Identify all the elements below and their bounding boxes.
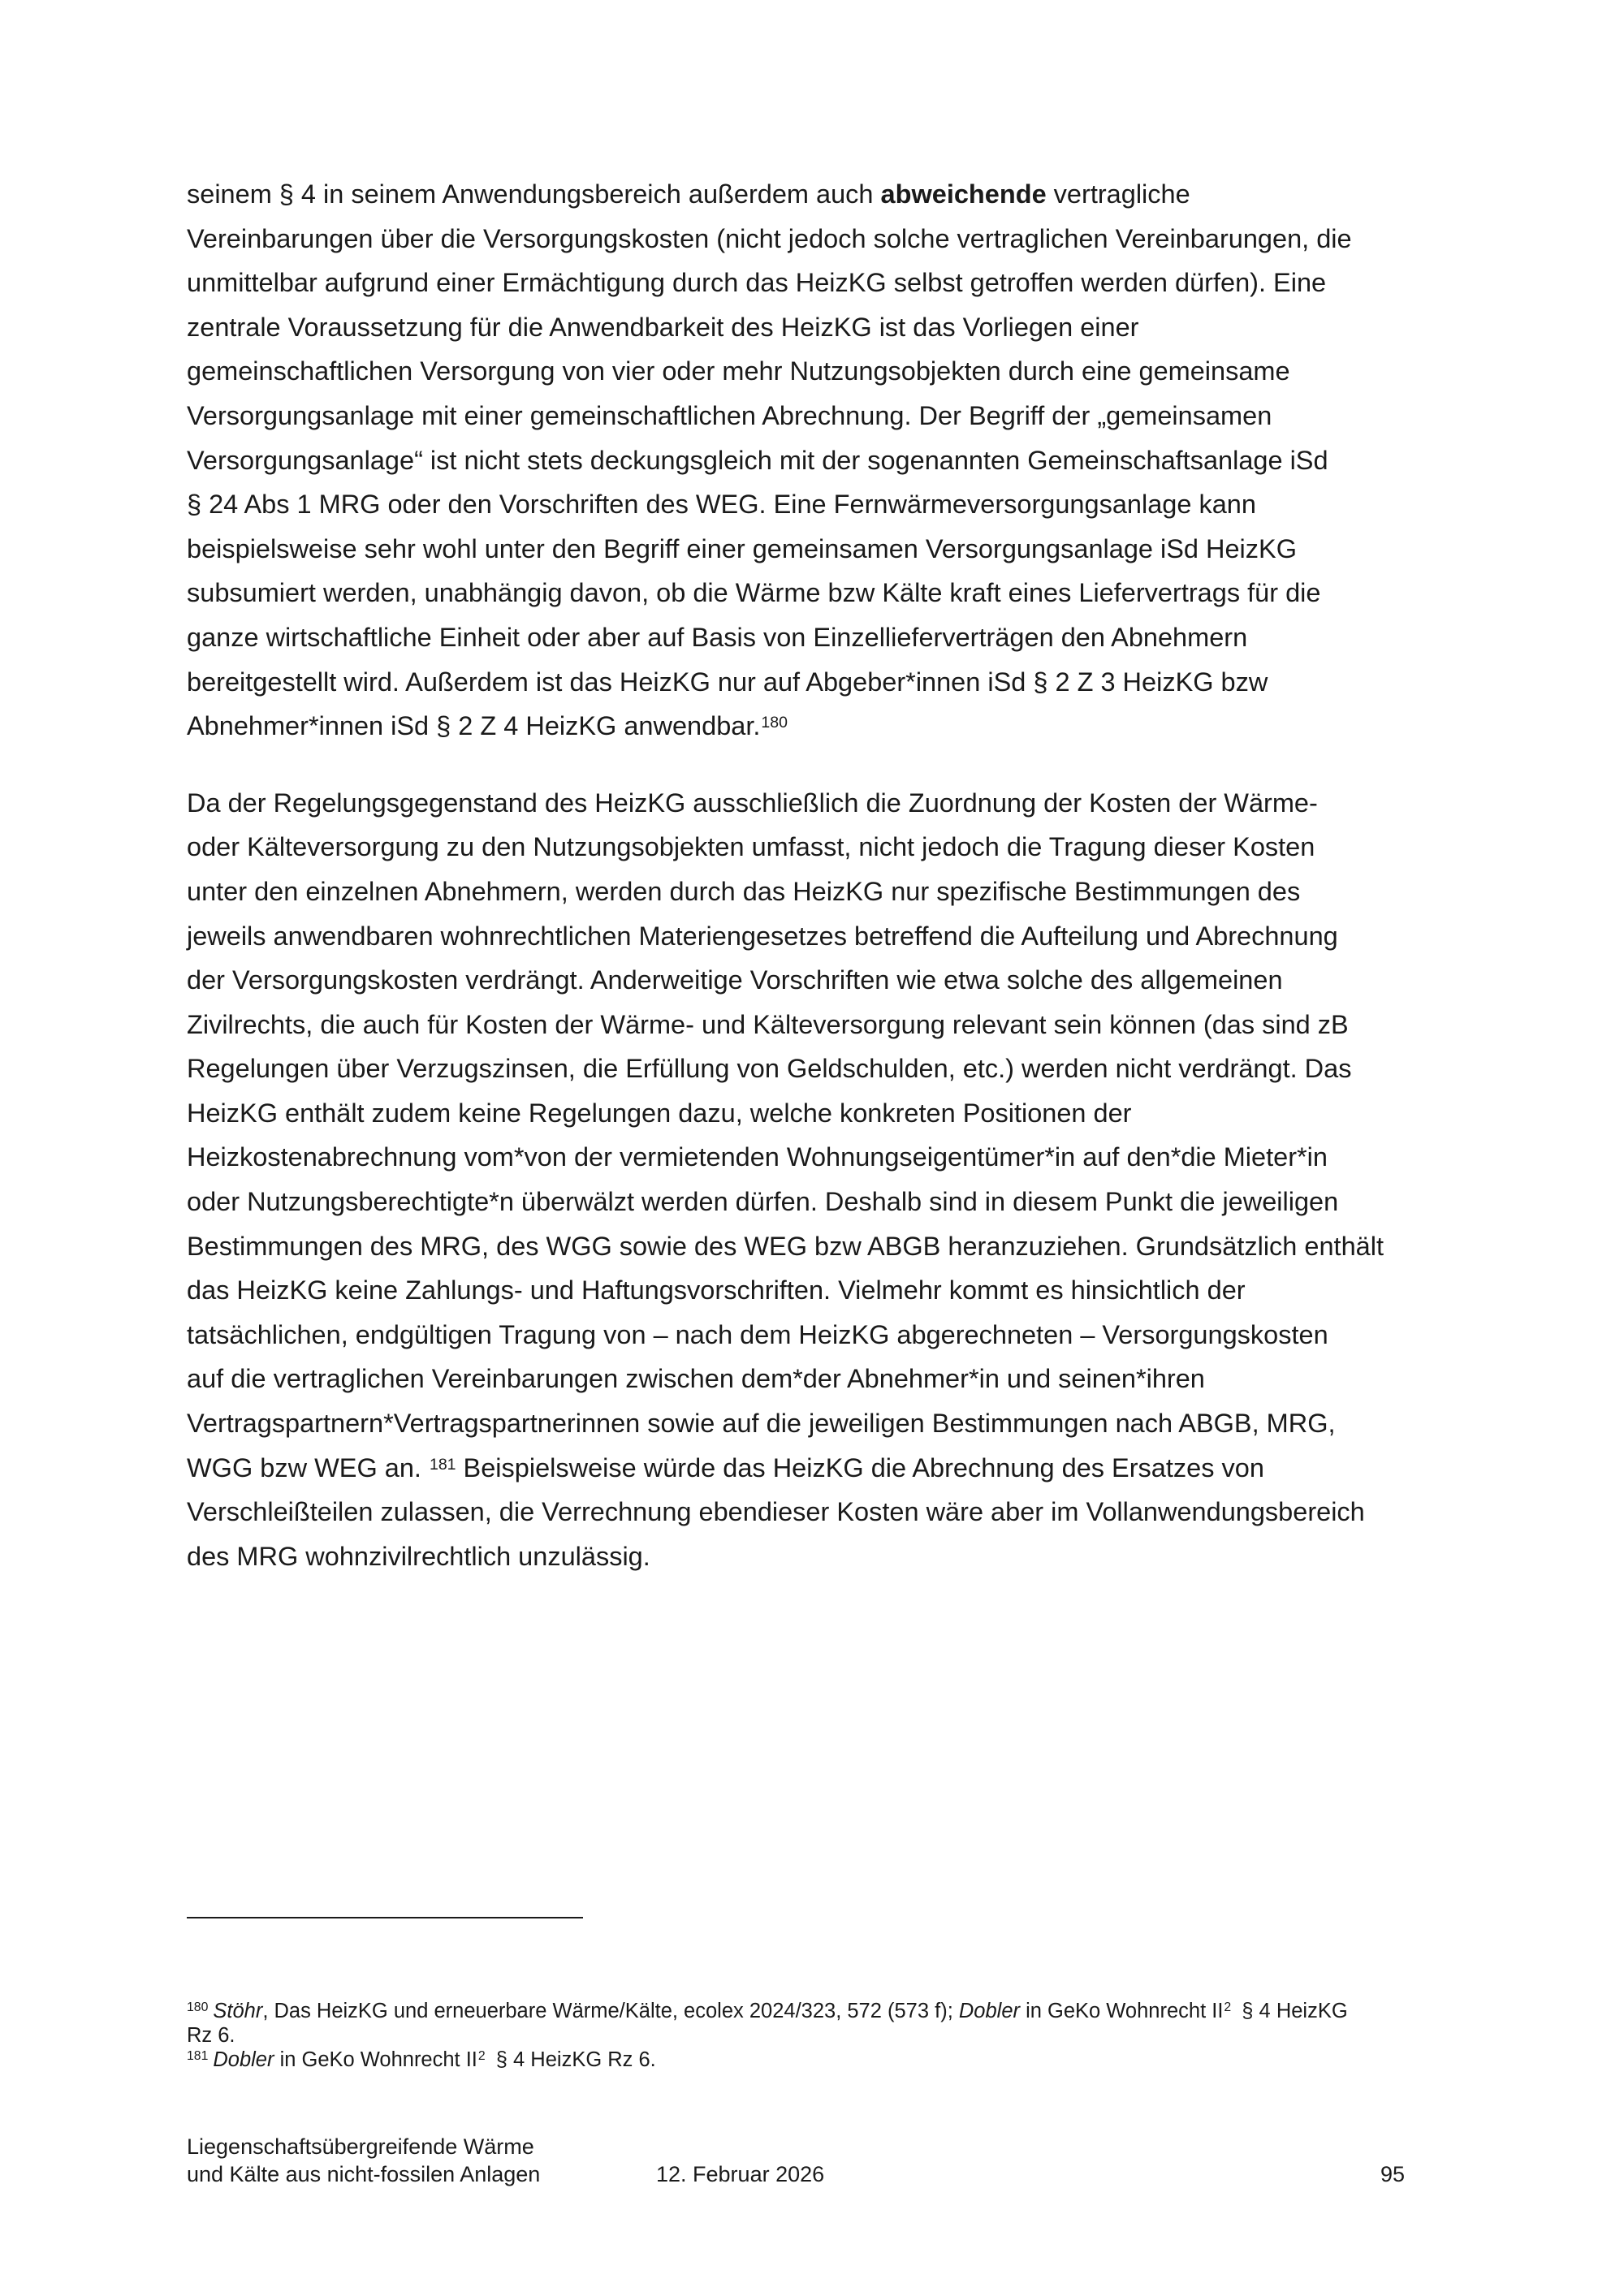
text-line bbox=[187, 1401, 1453, 1446]
footer-title-line-2: und Kälte aus nicht-fossilen Anlagen bbox=[187, 2162, 541, 2186]
text-run: unmittelbar aufgrund einer Ermächtigung durch das HeizKG selbst getroffen werden dürfen). Eine bbox=[187, 268, 1327, 298]
text-run: Abnehmer*innen iSd § 2 Z 4 HeizKG anwendbar. bbox=[187, 711, 761, 741]
footnote bbox=[187, 1999, 1453, 2048]
text-line bbox=[187, 394, 1453, 438]
footnote-separator bbox=[187, 1917, 583, 1918]
text-line bbox=[187, 958, 1453, 1003]
text-line bbox=[187, 1446, 1453, 1491]
footnote-line bbox=[187, 2048, 1453, 2072]
text-line bbox=[187, 781, 1453, 826]
text-run: Beispielsweise würde das HeizKG die Abrechnung des Ersatzes von bbox=[456, 1452, 1264, 1482]
text-line bbox=[187, 438, 1453, 483]
text-line bbox=[187, 1490, 1453, 1534]
text-run: seinem § 4 in seinem Anwendungsbereich außerdem auch bbox=[187, 179, 881, 209]
text-run: Bestimmungen des MRG, des WGG sowie des WEG bzw ABGB heranzuziehen. Grundsätzlich enthält bbox=[187, 1231, 1384, 1261]
footnote-text: Rz 6. bbox=[187, 2024, 235, 2047]
author-name: Dobler bbox=[213, 2048, 274, 2071]
text-run: bereitgestellt wird. Außerdem ist das HeizKG nur auf Abgeber*innen iSd § 2 Z 3 HeizKG bzw bbox=[187, 667, 1268, 697]
text-line bbox=[187, 1357, 1453, 1401]
text-run: des MRG wohnzivilrechtlich unzulässig. bbox=[187, 1541, 650, 1571]
footnote-text: in GeKo Wohnrecht II bbox=[1020, 2000, 1224, 2022]
text-run: auf die vertraglichen Vereinbarungen zwischen dem*der Abnehmer*in und seinen*ihren bbox=[187, 1364, 1205, 1394]
footnote-reference: 181 bbox=[429, 1455, 456, 1474]
text-line bbox=[187, 615, 1453, 660]
text-run: jeweils anwendbaren wohnrechtlichen Materiengesetzes betreffend die Aufteilung und Abrechnung bbox=[187, 921, 1338, 951]
text-line bbox=[187, 527, 1453, 572]
text-run: Versorgungsanlage mit einer gemeinschaftlichen Abrechnung. Der Begriff der „gemeinsamen bbox=[187, 400, 1272, 430]
text-run: zentrale Voraussetzung für die Anwendbarkeit des HeizKG ist das Vorliegen einer bbox=[187, 312, 1139, 342]
emphasis-text: abweichende bbox=[880, 179, 1047, 209]
footnotes bbox=[187, 1999, 1453, 2072]
footnote-number: 180 bbox=[187, 2000, 209, 2015]
text-line bbox=[187, 305, 1453, 350]
author-name: Stöhr bbox=[213, 2000, 263, 2022]
text-run: gemeinschaftlichen Versorgung von vier oder mehr Nutzungsobjekten durch eine gemeinsame bbox=[187, 356, 1290, 386]
edition-superscript: 2 bbox=[1224, 2000, 1232, 2015]
text-run: unter den einzelnen Abnehmern, werden durch das HeizKG nur spezifische Bestimmungen des bbox=[187, 876, 1301, 906]
footnote bbox=[187, 2048, 1453, 2072]
text-run: oder Kälteversorgung zu den Nutzungsobjekten umfasst, nicht jedoch die Tragung dieser Kosten bbox=[187, 832, 1315, 862]
text-run: oder Nutzungsberechtigte*n überwälzt werden dürfen. Deshalb sind in diesem Punkt die jeweiligen bbox=[187, 1187, 1339, 1217]
footnote-text: in GeKo Wohnrecht II bbox=[274, 2048, 477, 2071]
text-line bbox=[187, 1180, 1453, 1224]
footnote-number: 181 bbox=[187, 2049, 209, 2064]
paragraph bbox=[187, 172, 1453, 749]
footnote-line bbox=[187, 2023, 1453, 2048]
text-line bbox=[187, 172, 1453, 217]
text-run: Da der Regelungsgegenstand des HeizKG ausschließlich die Zuordnung der Kosten der Wärme- bbox=[187, 788, 1318, 818]
text-line bbox=[187, 482, 1453, 527]
text-run: ganze wirtschaftliche Einheit oder aber auf Basis von Einzellieferverträgen den Abnehmern bbox=[187, 622, 1248, 652]
text-line bbox=[187, 261, 1453, 305]
text-run: vertragliche bbox=[1046, 179, 1190, 209]
text-line bbox=[187, 1224, 1453, 1269]
text-run: § 24 Abs 1 MRG oder den Vorschriften des WEG. Eine Fernwärmeversorgungsanlage kann bbox=[187, 490, 1256, 520]
text-line bbox=[187, 1534, 1453, 1579]
text-line bbox=[187, 660, 1453, 705]
text-line bbox=[187, 825, 1453, 870]
text-run: WGG bzw WEG an. bbox=[187, 1452, 429, 1482]
footnote-text: § 4 HeizKG bbox=[1236, 2000, 1348, 2022]
footer-document-title bbox=[187, 2133, 540, 2188]
text-run: subsumiert werden, unabhängig davon, ob die Wärme bzw Kälte kraft eines Liefervertrags für die bbox=[187, 578, 1321, 608]
text-run: tatsächlichen, endgültigen Tragung von – nach dem HeizKG abgerechneten – Versorgungskosten bbox=[187, 1319, 1328, 1349]
text-line bbox=[187, 1268, 1453, 1313]
author-name: Dobler bbox=[958, 2000, 1020, 2022]
text-run: der Versorgungskosten verdrängt. Anderweitige Vorschriften wie etwa solche des allgemeinen bbox=[187, 965, 1283, 995]
footnote-reference: 180 bbox=[761, 714, 788, 732]
text-run: Vertragspartnern*Vertragspartnerinnen sowie auf die jeweiligen Bestimmungen nach ABGB, MRG, bbox=[187, 1409, 1336, 1439]
footnote-text: § 4 HeizKG Rz 6. bbox=[490, 2048, 656, 2071]
footer-title-line-1: Liegenschaftsübergreifende Wärme bbox=[187, 2134, 534, 2159]
text-run: das HeizKG keine Zahlungs- und Haftungsvorschriften. Vielmehr kommt es hinsichtlich der bbox=[187, 1275, 1246, 1306]
text-line bbox=[187, 1135, 1453, 1180]
footnote-line bbox=[187, 1999, 1453, 2023]
text-line bbox=[187, 217, 1453, 261]
text-run: HeizKG enthält zudem keine Regelungen dazu, welche konkreten Positionen der bbox=[187, 1098, 1132, 1128]
text-line bbox=[187, 571, 1453, 615]
text-line bbox=[187, 349, 1453, 394]
text-run: Vereinbarungen über die Versorgungskosten (nicht jedoch solche vertraglichen Vereinbarungen, die bbox=[187, 223, 1352, 253]
text-line bbox=[187, 1003, 1453, 1047]
text-line bbox=[187, 1313, 1453, 1357]
text-run: beispielsweise sehr wohl unter den Begriff einer gemeinsamen Versorgungsanlage iSd HeizKG bbox=[187, 533, 1297, 563]
edition-superscript: 2 bbox=[477, 2049, 486, 2064]
text-line bbox=[187, 1091, 1453, 1136]
text-run: Regelungen über Verzugszinsen, die Erfüllung von Geldschulden, etc.) werden nicht verdrängt. Das bbox=[187, 1054, 1352, 1084]
footer-date: 12. Februar 2026 bbox=[656, 2162, 825, 2186]
text-run: Versorgungsanlage“ ist nicht stets deckungsgleich mit der sogenannten Gemeinschaftsanlage iSd bbox=[187, 445, 1328, 475]
text-line bbox=[187, 704, 1453, 749]
text-run: Zivilrechts, die auch für Kosten der Wärme- und Kälteversorgung relevant sein können (das sind zB bbox=[187, 1009, 1349, 1039]
footnote-text: , Das HeizKG und erneuerbare Wärme/Kälte, ecolex 2024/323, 572 (573 f); bbox=[262, 2000, 959, 2022]
page-footer bbox=[187, 2133, 1453, 2190]
page-number: 95 bbox=[1380, 2162, 1406, 2186]
text-line bbox=[187, 1047, 1453, 1091]
text-run: Verschleißteilen zulassen, die Verrechnung ebendieser Kosten wäre aber im Vollanwendungsbereich bbox=[187, 1497, 1365, 1527]
text-run: Heizkostenabrechnung vom*von der vermietenden Wohnungseigentümer*in auf den*die Mieter*in bbox=[187, 1142, 1328, 1172]
body-text bbox=[187, 172, 1453, 1611]
paragraph bbox=[187, 781, 1453, 1579]
text-line bbox=[187, 870, 1453, 914]
text-line bbox=[187, 914, 1453, 959]
